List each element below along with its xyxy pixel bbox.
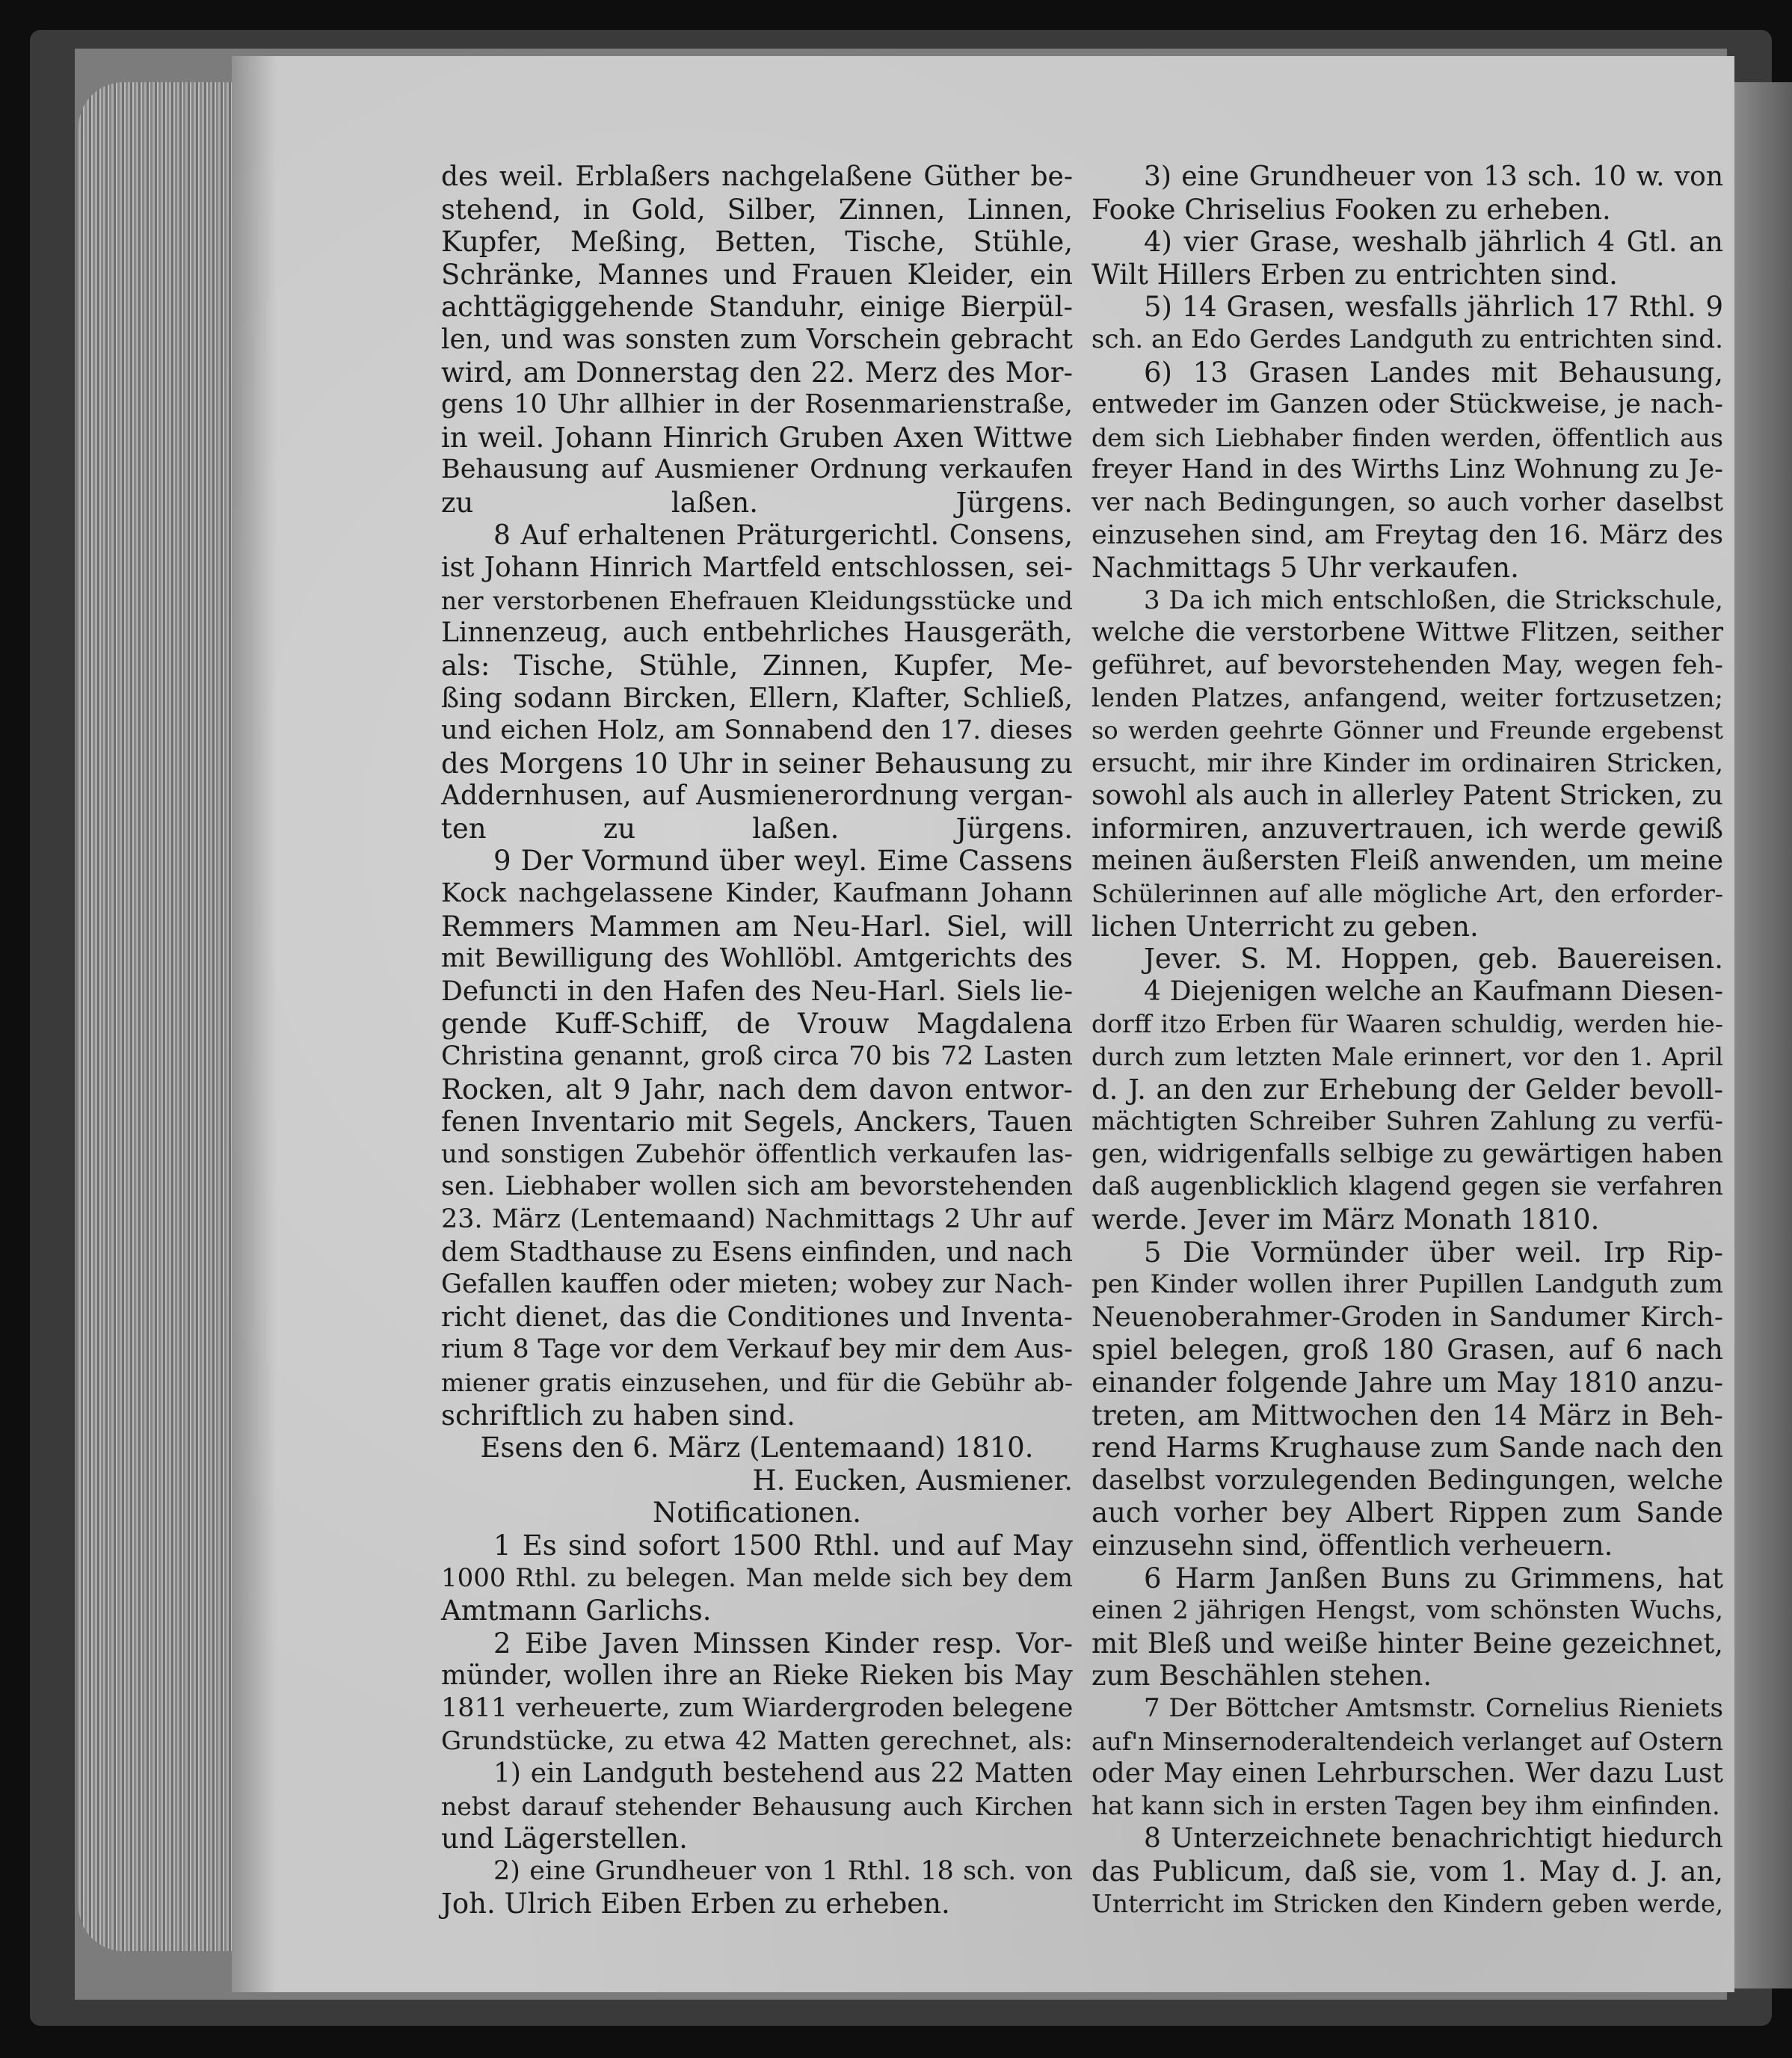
text-line: und eichen Holz, am Sonnabend den 17. dieses	[441, 715, 1073, 746]
text-line: münder, wollen ihre an Rieke Rieken bis May	[441, 1660, 1073, 1692]
text-line: sen. Liebhaber wollen sich am bevorstehenden	[441, 1171, 1073, 1202]
text-line: sch. an Edo Gerdes Landguth zu entrichten sind.	[1091, 324, 1723, 354]
text-line: ist Johann Hinrich Martfeld entschlossen, sei-	[441, 552, 1073, 584]
text-line: 4) vier Grase, weshalb jährlich 4 Gtl. an	[1144, 226, 1723, 259]
text-line: achttägiggehende Standuhr, einige Bierpül-	[441, 291, 1073, 324]
text-line: 1000 Rthl. zu belegen. Man melde sich bey dem	[441, 1562, 1073, 1593]
text-line: rend Harms Krughause zum Sande nach den	[1091, 1432, 1723, 1464]
text-line: welche die verstorbene Wittwe Flitzen, seither	[1091, 617, 1723, 648]
text-line: ver nach Bedingungen, so auch vorher daselbst	[1091, 487, 1723, 517]
text-line: gen, widrigenfalls selbige zu gewärtigen haben	[1091, 1139, 1723, 1169]
text-line: ßing sodann Bircken, Ellern, Klafter, Schließ,	[441, 683, 1073, 714]
text-line: Schränke, Mannes und Frauen Kleider, ein	[441, 258, 1073, 291]
text-line: das Publicum, daß sie, vom 1. May d. J. an,	[1091, 1855, 1723, 1888]
text-line: werde. Jever im März Monath 1810.	[1091, 1204, 1600, 1236]
text-line: Schülerinnen auf alle mögliche Art, den erforder-	[1091, 879, 1723, 909]
text-line: Fooke Chriselius Fooken zu erheben.	[1091, 193, 1611, 226]
text-line: spiel belegen, groß 180 Grasen, auf 6 nach	[1091, 1334, 1723, 1367]
text-line: lenden Platzes, anfangend, weiter fortzusetzen;	[1091, 683, 1723, 713]
text-line: 6) 13 Grasen Landes mit Behausung,	[1144, 356, 1723, 389]
text-line: dem sich Liebhaber finden werden, öffentlich aus	[1091, 422, 1723, 452]
text-line: treten, am Mittwochen den 14 März in Beh-	[1091, 1399, 1723, 1432]
text-line: als: Tische, Stühle, Zinnen, Kupfer, Me-	[441, 649, 1073, 682]
text-line: Joh. Ulrich Eiben Erben zu erheben.	[441, 1888, 950, 1920]
text-line: so werden geehrte Gönner und Freunde ergebenst	[1091, 716, 1723, 745]
text-line: Grundstücke, zu etwa 42 Matten gerechnet, als:	[441, 1725, 1073, 1756]
text-line: einzusehn sind, öffentlich verheuern.	[1091, 1529, 1613, 1562]
text-line: 5 Die Vormünder über weil. Irp Rip-	[1144, 1236, 1723, 1269]
text-line: gens 10 Uhr allhier in der Rosenmarienstraße,	[441, 389, 1073, 420]
text-line: ersucht, mir ihre Kinder im ordinairen Stricken,	[1091, 748, 1723, 778]
text-line: ten zu laßen. Jürgens.	[441, 812, 1073, 845]
text-line: 8 Auf erhaltenen Präturgerichtl. Consens,	[493, 520, 1073, 551]
text-line: Amtmann Garlichs.	[441, 1595, 712, 1627]
text-line: Unterricht im Stricken den Kindern geben werde,	[1091, 1889, 1723, 1919]
right-column	[1091, 161, 1723, 1920]
text-line: Neuenoberahmer-Groden in Sandumer Kirch-	[1091, 1301, 1723, 1333]
gutter-shadow	[232, 56, 277, 1992]
text-line: zu laßen. Jürgens.	[441, 486, 1073, 519]
text-line: hat kann sich in ersten Tagen bey ihm einfinden.	[1091, 1790, 1720, 1821]
text-line: wird, am Donnerstag den 22. Merz des Mor-	[441, 356, 1073, 389]
text-line: 3) eine Grundheuer von 13 sch. 10 w. von	[1144, 161, 1723, 192]
text-line: fenen Inventario mit Segels, Anckers, Tauen	[441, 1106, 1073, 1139]
text-line: freyer Hand in des Wirths Linz Wohnung zu Je-	[1091, 455, 1723, 485]
section-heading: Notificationen.	[652, 1497, 862, 1529]
text-line: Rocken, alt 9 Jahr, nach dem davon entwor-	[441, 1073, 1073, 1106]
left-column	[441, 161, 1073, 1920]
text-line: miener gratis einzusehen, und für die Gebühr ab-	[441, 1367, 1073, 1397]
text-line: d. J. an den zur Erhebung der Gelder bevoll-	[1091, 1073, 1723, 1106]
text-line: nebst darauf stehender Behausung auch Kirchen	[441, 1791, 1073, 1821]
text-line: und sonstigen Zubehör öffentlich verkaufen las-	[441, 1139, 1073, 1169]
right-page-edge	[1734, 82, 1792, 1988]
text-line: einander folgende Jahre um May 1810 anzu-	[1091, 1366, 1723, 1399]
text-line: 1 Es sind sofort 1500 Rthl. und auf May	[493, 1529, 1073, 1562]
text-line: durch zum letzten Male erinnert, vor den 1. April	[1091, 1042, 1723, 1072]
text-line: 8 Unterzeichnete benachrichtigt hiedurch	[1144, 1823, 1723, 1855]
text-line: Christina genannt, groß circa 70 bis 72 Lasten	[441, 1041, 1073, 1072]
text-line: 9 Der Vormund über weyl. Eime Cassens	[493, 845, 1073, 878]
text-line: daß augenblicklich klagend gegen sie verfahren	[1091, 1171, 1723, 1202]
text-line: Kupfer, Meßing, Betten, Tische, Stühle,	[441, 226, 1073, 259]
text-line: und Lägerstellen.	[441, 1823, 688, 1855]
text-line: auf'n Minsernoderaltendeich verlanget auf Ostern	[1091, 1726, 1723, 1756]
signature-line: Jever. S. M. Hoppen, geb. Bauereisen.	[1144, 943, 1723, 976]
text-line: ner verstorbenen Ehefrauen Kleidungsstücke und	[441, 585, 1073, 615]
text-line: einzusehen sind, am Freytag den 16. März des	[1091, 520, 1723, 550]
text-line: 4 Diejenigen welche an Kaufmann Diesen-	[1144, 976, 1723, 1007]
text-line: mächtigten Schreiber Suhren Zahlung zu verfü-	[1091, 1106, 1723, 1137]
text-line: geführet, auf bevorstehenden May, wegen feh-	[1091, 650, 1723, 680]
text-line: 3 Da ich mich entschloßen, die Strickschule,	[1144, 585, 1723, 615]
text-line: des Morgens 10 Uhr in seiner Behausung zu	[441, 747, 1073, 780]
text-line: mit Bleß und weiße hinter Beine gezeichnet,	[1091, 1627, 1723, 1660]
text-line: Linnenzeug, auch entbehrliches Hausgeräth,	[441, 617, 1073, 649]
text-line: stehend, in Gold, Silber, Zinnen, Linnen,	[441, 193, 1073, 226]
text-line: auch vorher bey Albert Rippen zum Sande	[1091, 1497, 1723, 1529]
text-line: daselbst vorzulegenden Bedingungen, welche	[1091, 1464, 1723, 1496]
text-line: Addernhusen, auf Ausmienerordnung vergan-	[441, 780, 1073, 812]
text-line: richt dienet, das die Conditiones und Inventa-	[441, 1301, 1073, 1333]
text-line: rium 8 Tage vor dem Verkauf bey mir dem Aus-	[441, 1334, 1073, 1365]
text-line: Esens den 6. März (Lentemaand) 1810.	[480, 1432, 1034, 1464]
text-line: lichen Unterricht zu geben.	[1091, 910, 1479, 943]
text-line: Kock nachgelassene Kinder, Kaufmann Johann	[441, 878, 1073, 909]
text-line: einen 2 jährigen Hengst, vom schönsten Wuchs,	[1091, 1595, 1723, 1626]
text-line: 1) ein Landguth bestehend aus 22 Matten	[493, 1758, 1073, 1790]
text-line: 23. März (Lentemaand) Nachmittags 2 Uhr auf	[441, 1204, 1073, 1234]
text-line: dem Stadthause zu Esens einfinden, und nach	[441, 1236, 1073, 1268]
text-line: Gefallen kauffen oder mieten; wobey zur Nach-	[441, 1269, 1073, 1300]
text-line: meinen äußersten Fleiß anwenden, um meine	[1091, 845, 1723, 877]
text-line: Remmers Mammen am Neu-Harl. Siel, will	[441, 910, 1073, 943]
text-line: 5) 14 Grasen, wesfalls jährlich 17 Rthl. 9	[1144, 291, 1723, 324]
text-line: gende Kuff-Schiff, de Vrouw Magdalena	[441, 1008, 1073, 1041]
text-line: 2 Eibe Javen Minssen Kinder resp. Vor-	[493, 1627, 1073, 1660]
page-edges	[78, 82, 239, 1951]
signature-line: H. Eucken, Ausmiener.	[752, 1464, 1073, 1497]
text-line: 1811 verheuerte, zum Wiardergroden belegene	[441, 1692, 1074, 1723]
text-line: 6 Harm Janßen Buns zu Grimmens, hat	[1144, 1562, 1723, 1595]
text-line: sowohl als auch in allerley Patent Stricken, zu	[1091, 780, 1723, 812]
text-line: len, und was sonsten zum Vorschein gebracht	[441, 324, 1073, 355]
text-line: 7 Der Böttcher Amtsmstr. Cornelius Rieniets	[1144, 1692, 1723, 1723]
text-line: schriftlich zu haben sind.	[441, 1399, 795, 1432]
text-line: informiren, anzuvertrauen, ich werde gewiß	[1091, 812, 1723, 845]
text-line: Defuncti in den Hafen des Neu-Harl. Siels lie-	[441, 976, 1073, 1007]
text-line: mit Bewilligung des Wohllöbl. Amtgerichts des	[441, 943, 1073, 974]
text-line: Wilt Hillers Erben zu entrichten sind.	[1091, 258, 1618, 291]
text-line: Behausung auf Ausmiener Ordnung verkaufen	[441, 455, 1073, 485]
text-line: dorff itzo Erben für Waaren schuldig, werden hie-	[1091, 1009, 1723, 1039]
text-line: entweder im Ganzen oder Stückweise, je nach-	[1091, 389, 1723, 420]
text-line: 2) eine Grundheuer von 1 Rthl. 18 sch. von	[493, 1855, 1073, 1886]
text-line: in weil. Johann Hinrich Gruben Axen Wittwe	[441, 421, 1073, 454]
text-line: zum Beschählen stehen.	[1091, 1660, 1432, 1692]
text-line: Nachmittags 5 Uhr verkaufen.	[1091, 552, 1519, 585]
text-line: oder May einen Lehrburschen. Wer dazu Lust	[1091, 1758, 1723, 1790]
text-line: des weil. Erblaßers nachgelaßene Güther be-	[441, 161, 1073, 192]
text-line: pen Kinder wollen ihrer Pupillen Landguth zum	[1091, 1269, 1723, 1300]
